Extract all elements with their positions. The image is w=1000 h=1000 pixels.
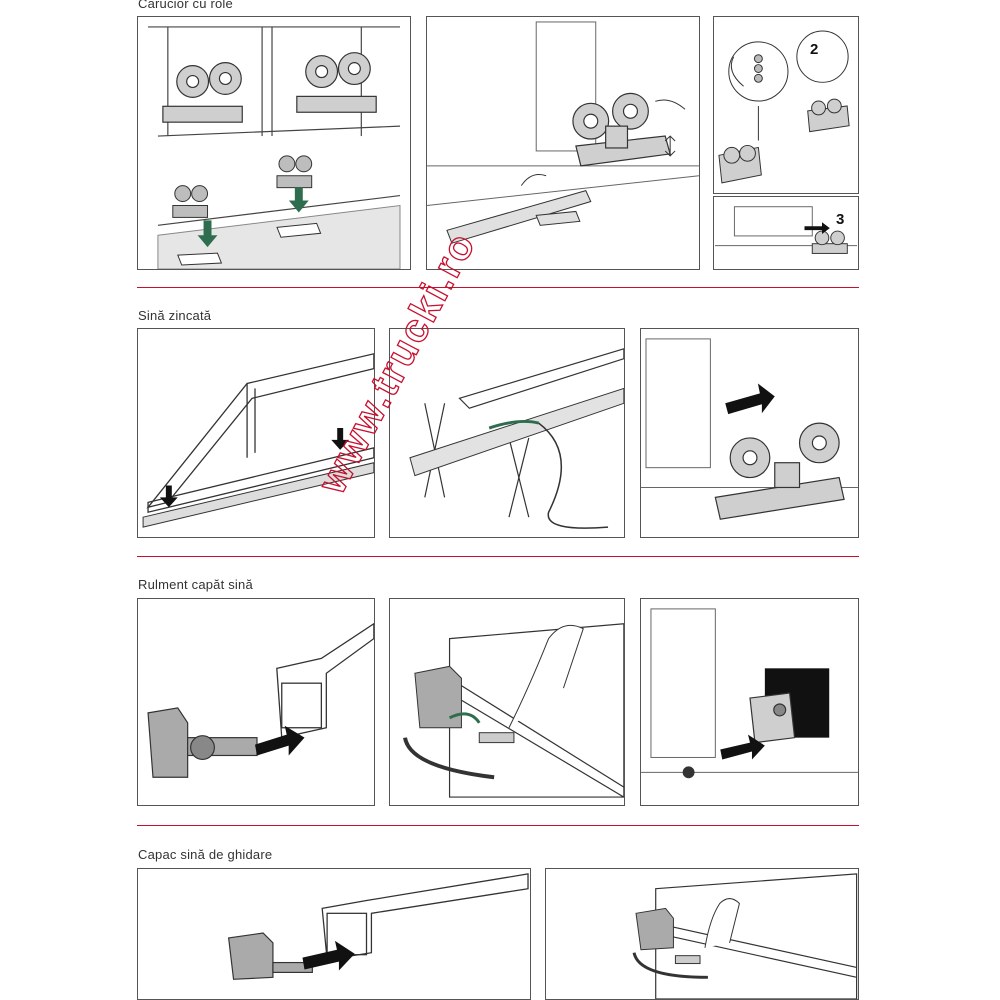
sina-frame-illustration (138, 329, 374, 537)
section-title-sina: Sină zincată (138, 308, 212, 323)
carucior-mount-illustration (138, 17, 410, 269)
panel-carucior-step3 (713, 196, 859, 270)
section-title-capac: Capac sină de ghidare (138, 847, 273, 862)
panel-rulment-insert (137, 598, 375, 806)
step-number-3: 3 (836, 211, 845, 228)
section-title-carucior: Cărucior cu role (138, 0, 233, 11)
sina-weld-illustration (390, 329, 624, 537)
panel-sina-weld (389, 328, 625, 538)
rulment-insert-illustration (138, 599, 374, 805)
capac-insert-illustration (138, 869, 530, 999)
panel-sina-slide (640, 328, 859, 538)
panel-carucior-bolt (426, 16, 700, 270)
divider-2 (137, 556, 859, 557)
carucior-bolt-illustration (427, 17, 699, 269)
divider-1 (137, 287, 859, 288)
section-title-rulment: Rulment capăt sină (138, 577, 253, 592)
panel-carucior-mount (137, 16, 411, 270)
panel-carucior-step2 (713, 16, 859, 194)
sina-slide-illustration (641, 329, 858, 537)
divider-3 (137, 825, 859, 826)
panel-sina-frame (137, 328, 375, 538)
rulment-tighten-illustration (390, 599, 624, 805)
capac-tighten-illustration (546, 869, 858, 999)
panel-capac-tighten (545, 868, 859, 1000)
rulment-attach-illustration (641, 599, 858, 805)
carucior-step3-illustration (714, 197, 858, 269)
panel-rulment-attach (640, 598, 859, 806)
panel-capac-insert (137, 868, 531, 1000)
carucior-step2-illustration (714, 17, 858, 193)
panel-rulment-tighten (389, 598, 625, 806)
step-number-2: 2 (810, 41, 819, 58)
